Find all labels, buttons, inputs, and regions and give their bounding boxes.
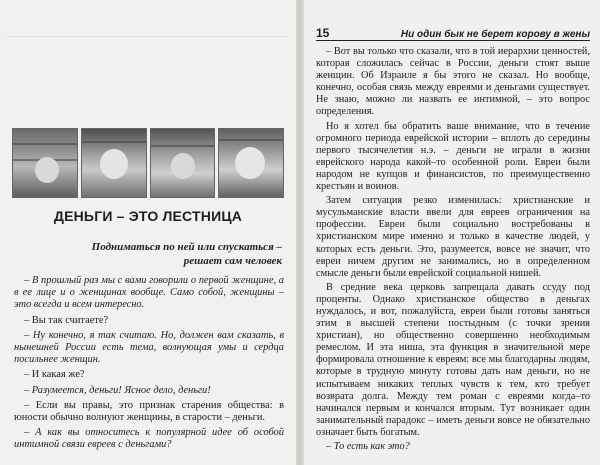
running-header xyxy=(316,24,590,41)
page-number: 15 xyxy=(316,26,330,40)
photo-2 xyxy=(81,128,147,198)
section-title: ДЕНЬГИ – ЭТО ЛЕСТНИЦА xyxy=(53,208,243,224)
photo-4 xyxy=(218,128,284,198)
paragraph: Но я хотел бы обратить ваше внимание, что в течение огромного периода еврейской истории – вплоть до середины первого тысячелетия н.э. – деньги не играли в жизни еврейского народа какой–то особенной роли. Евреи были народом не купцов и финансистов, по преимущественно крестьян и воинов. xyxy=(316,120,590,193)
paragraph: – То есть как это? xyxy=(326,441,410,452)
photo-strip xyxy=(12,128,284,198)
left-page-header-bleed xyxy=(6,18,288,37)
paragraph: В средние века церковь запрещала давать ссуду под проценты. Однако христианское общество в деньгах нуждалось, и вот, пожалуйста, евреи были готовы заняться этим в высшей степени постыдным (с точки зрения христиан), но общественно совершенно необходимым ремеслом. И эта ниша, эта функция в значительной мере формировала отношение к евреям: все мы благодарны людям, которые в трудную минуту готовы дать нам деньги, но не испытываем никаких теплых чувств к тем, кто требует возврата долга. Между тем роман с евреями когда–то начинался первым и кончался вторым. Тут возникает один занимательный парадокс – иметь деньги вовсе не обязательно означает быть богатым. xyxy=(316,281,590,438)
subtitle-line-2: решает сам человек xyxy=(183,255,282,267)
left-page xyxy=(0,0,296,465)
paragraph: Затем ситуация резко изменилась: христианские и мусульманские власти ввели для евреев ограничения на профессии. Евреи были социально востребованы в христианском мире именно и только в качестве людей, у которых есть деньги. Это, разумеется, вовсе не значит, что евреи ничем другим не занимались, но в определенном смысле деньги были еврейской социальной нишей. xyxy=(316,195,590,279)
paragraph: – Вот вы только что сказали, что в той иерархии ценностей, которая сложилась сейчас в России, деньги стоят выше женщин. Об Израиле я бы этого не сказал. Но вообще, конечно, особая связь между евреями и деньгами существует. Не знаю, можно ли назвать ее интимной, – это вопрос определения. xyxy=(316,46,590,118)
right-page xyxy=(304,0,600,465)
paragraph: – Если вы правы, это признак старения общества: в юности обычно волнуют женщины, в старости – деньги. xyxy=(14,399,284,424)
paragraph: – Вы так считаете? xyxy=(24,314,109,326)
running-title: Ни один бык не берет корову в жены xyxy=(400,29,590,40)
photo-1 xyxy=(12,128,78,198)
paragraph: – В прошлый раз мы с вами говорили о первой женщине, а в ее лице и о женщинах вообще. Само собой, женщины – это всегда и всем интересно. xyxy=(14,275,284,311)
left-body-text xyxy=(14,275,284,455)
right-body-text xyxy=(316,46,590,455)
paragraph: – А как вы относитесь к популярной идее об особой интимной связи евреев с деньгами? xyxy=(14,427,284,451)
photo-3 xyxy=(150,128,216,198)
subtitle-line-1: Подниматься по ней или спускаться – xyxy=(91,241,282,253)
book-gutter xyxy=(296,0,304,465)
paragraph: – Разумеется, деньги! Ясное дело, деньги! xyxy=(24,384,211,396)
section-subtitle xyxy=(40,240,282,268)
paragraph: – Ну конечно, я так считаю. Но, должен вам сказать, в нынешней России есть тема, волнующая умы и сердца посильнее женщин. xyxy=(14,329,284,366)
paragraph: – И какая же? xyxy=(24,369,85,381)
